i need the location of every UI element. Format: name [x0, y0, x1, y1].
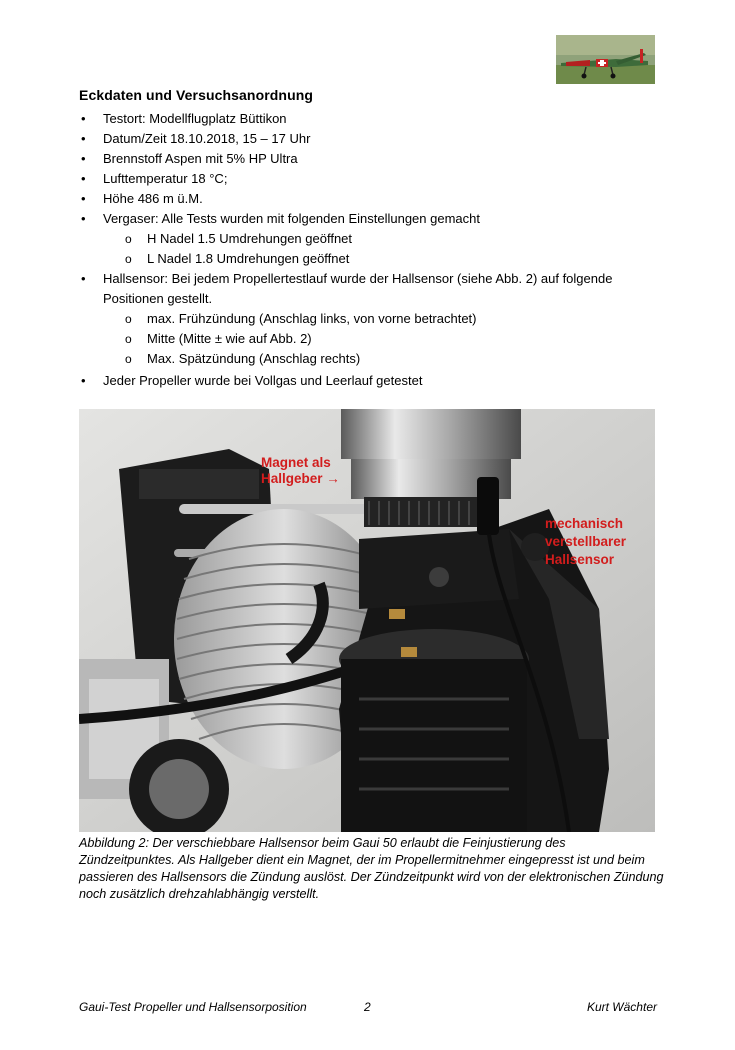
bullet: •: [81, 131, 86, 146]
bullet: •: [81, 171, 86, 186]
list-item: • Vergaser: Alle Tests wurden mit folgenden Einstellungen gemacht: [79, 209, 669, 229]
section-heading: Eckdaten und Versuchsanordnung: [79, 87, 314, 103]
footer-title: Gaui-Test Propeller und Hallsensorposition: [79, 1000, 307, 1014]
footer-author: Kurt Wächter: [586, 1000, 657, 1014]
header-airplane-photo: [556, 35, 655, 84]
footer-page-number: 2: [364, 1000, 371, 1014]
sub-list-item: o max. Frühzündung (Anschlag links, von vorne betrachtet): [79, 309, 669, 329]
sub-bullet: o: [125, 332, 132, 346]
list-item: • Hallsensor: Bei jedem Propellertestlauf wurde der Hallsensor (siehe Abb. 2) auf folgende Positionen gestellt.: [81, 271, 613, 306]
annotation-hallsensor: mechanisch verstellbarer Hallsensor: [545, 516, 627, 567]
conditions-list: [79, 109, 669, 391]
list-item: • Jeder Propeller wurde bei Vollgas und Leerlauf getestet: [79, 371, 669, 391]
bullet: •: [81, 111, 86, 126]
sub-bullet: o: [125, 352, 132, 366]
list-item: • Testort: Modellflugplatz Büttikon: [79, 109, 669, 129]
sub-list-item: o Mitte (Mitte ± wie auf Abb. 2): [79, 329, 669, 349]
sub-bullet: o: [125, 252, 132, 266]
list-item: • Datum/Zeit 18.10.2018, 15 – 17 Uhr: [79, 129, 669, 149]
bullet: •: [81, 271, 86, 286]
bullet: •: [81, 211, 86, 226]
list-item: • Brennstoff Aspen mit 5% HP Ultra: [79, 149, 669, 169]
sub-bullet: o: [125, 312, 132, 326]
list-item: • Höhe 486 m ü.M.: [79, 189, 669, 209]
bullet: •: [81, 151, 86, 166]
bullet: •: [81, 373, 86, 388]
sub-list-item: o H Nadel 1.5 Umdrehungen geöffnet: [79, 229, 669, 249]
figure-caption: Abbildung 2: Der verschiebbare Hallsensor beim Gaui 50 erlaubt die Feinjustierung des Zündzeitpunktes. Als Hallgeber dient ein Magnet, der im Propellermitnehmer eingepresst ist und beim passieren des Hallsensors die Zündung auslöst. Der Zündzeitpunkt wird von der elektronischen Zündung noch zusätzlich drehzahlabhängig verstellt.: [79, 836, 664, 901]
sub-list-item: o L Nadel 1.8 Umdrehungen geöffnet: [79, 249, 669, 269]
sub-bullet: o: [125, 232, 132, 246]
bullet: •: [81, 191, 86, 206]
sub-list-item: o Max. Spätzündung (Anschlag rechts): [79, 349, 669, 369]
annotation-magnet: Magnet als Hallgeber →: [261, 455, 340, 486]
list-item: • Lufttemperatur 18 °C;: [79, 169, 669, 189]
engine-photo: [79, 409, 655, 832]
